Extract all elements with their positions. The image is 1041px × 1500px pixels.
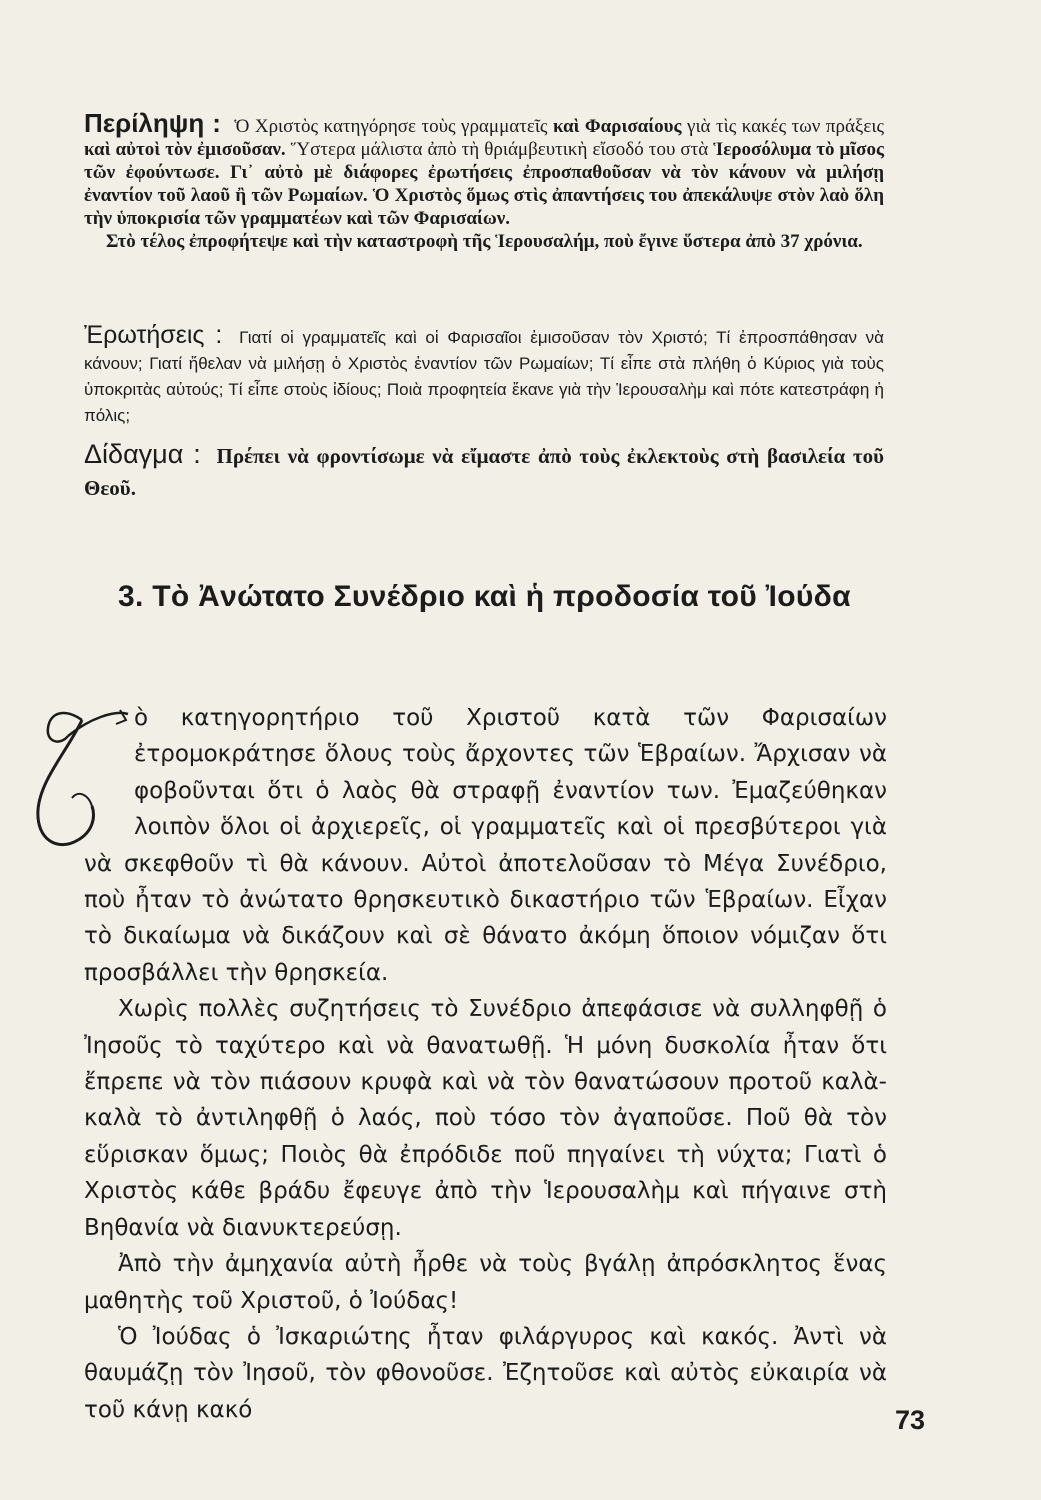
page-number: 73 — [895, 1405, 926, 1435]
summary-bold-3: Ἱεροσόλυμα τὸ μῖσος τῶν ἐφούντωσε. Γι᾽ αὐτὸ μὲ διάφορες ἐρωτήσεις ἐπροσπαθοῦσαν νὰ τὸν κάνουν νὰ μιλήσῃ ἐναντίον τοῦ λαοῦ ἢ τῶν Ρωμαίων. Ὁ Χριστὸς ὅμως στὶς ἀπαντήσεις του ἀπεκάλυψε στὸν λαὸ ὅλη τὴν ὑποκρισία τῶν γραμματέων καὶ τῶν Φαρισαίων. — [84, 139, 885, 229]
chapter-paragraph: Ὁ Ἰούδας ὁ Ἰσκαριώτης ἦταν φιλάργυρος καὶ κακός. Ἀντὶ νὰ θαυμάζῃ τὸν Ἰησοῦ, τὸν φθονοῦσε. Ἐζητοῦσε καὶ αὐτὸς εὐκαιρία νὰ τοῦ κάνῃ κακό — [84, 1323, 887, 1423]
summary-bold-2: καὶ αὐτοὶ τὸν ἐμισοῦσαν. — [84, 139, 286, 160]
lesson-text: Πρέπει νὰ φροντίσωμε νὰ εἴμαστε ἀπὸ τοὺς ἐκλεκτοὺς στὴ βασιλεία τοῦ Θεοῦ. — [84, 444, 885, 500]
questions-section — [84, 322, 884, 429]
chapter-paragraph: Χωρὶς πολλὲς συζητήσεις τὸ Συνέδριο ἀπεφάσισε νὰ συλληφθῇ ὁ Ἰησοῦς τὸ ταχύτερο καὶ νὰ θανατωθῇ. Ἡ μόνη δυσκολία ἦταν ὅτι ἔπρεπε νὰ τὸν πιάσουν κρυφὰ καὶ νὰ τὸν θανατώσουν προτοῦ καλὰ-καλὰ τὸ ἀντιληφθῇ ὁ λαός, ποὺ τόσο τὸν ἀγαποῦσε. Ποῦ θὰ τὸν εὕρισκαν ὅμως; Ποιὸς θὰ ἐπρόδιδε ποῦ πηγαίνει τὴ νύχτα; Γιατὶ ὁ Χριστὸς κάθε βράδυ ἔφευγε ἀπὸ τὴν Ἱερουσαλὴμ καὶ πήγαινε στὴ Βηθανία νὰ διανυκτερεύσῃ. — [84, 996, 887, 1241]
summary-text-1: Ὁ Χριστὸς κατηγόρησε τοὺς γραμματεῖς — [234, 116, 548, 137]
summary-bold-1: καὶ Φαρισαίους — [552, 116, 682, 137]
chapter-paragraph: ὸ κατηγορητήριο τοῦ Χριστοῦ κατὰ τῶν Φαρισαίων ἐτρομοκράτησε ὅλους τοὺς ἄρχοντες τῶν Ἑβραίων. Ἄρχισαν νὰ φοβοῦνται ὅτι ὁ λαὸς θὰ στραφῇ ἐναντίον των. Ἐμαζεύθηκαν λοιπὸν ὅλοι οἱ ἀρχιερεῖς, οἱ γραμματεῖς καὶ οἱ πρεσβύτεροι γιὰ νὰ σκεφθοῦν τὶ θὰ κάνουν. Αὐτοὶ ἀποτελοῦσαν τὸ Μέγα Συνέδριο, ποὺ ἦταν τὸ ἀνώτατο θρησκευτικὸ δικαστήριο τῶν Ἑβραίων. Εἶχαν τὸ δικαίωμα νὰ δικάζουν καὶ σὲ θάνατο ἀκόμη ὅποιον νόμιζαν ὅτι προσβάλλει τὴν θρησκεία. — [84, 705, 887, 986]
summary-text-2: γιὰ τὶς κακές των πράξεις — [687, 116, 884, 137]
summary-label: Περίληψη : — [84, 108, 221, 138]
chapter-paragraph: Ἀπὸ τὴν ἀμηχανία αὐτὴ ἦρθε νὰ τοὺς βγάλῃ ἀπρόσκλητος ἕνας μαθητὴς τοῦ Χριστοῦ, ὁ Ἰούδας! — [84, 1251, 887, 1314]
summary-paragraph-2: Στὸ τέλος ἐπροφήτεψε καὶ τὴν καταστροφὴ τῆς Ἱερουσαλήμ, ποὺ ἔγινε ὕστερα ἀπὸ 37 χρόνια. — [106, 231, 863, 252]
chapter-title: 3. Τὸ Ἀνώτατο Συνέδριο καὶ ἡ προδοσία τοῦ Ἰούδα — [118, 580, 851, 613]
summary-section — [84, 108, 885, 253]
questions-text: Γιατί οἱ γραμματεῖς καὶ οἱ Φαρισαῖοι ἐμισοῦσαν τὸν Χριστό; Τί ἐπροσπάθησαν νὰ κάνουν; Γιατί ἤθελαν νὰ μιλήσῃ ὁ Χριστὸς ἐναντίον τῶν Ρωμαίων; Τί εἶπε στὰ πλήθη ὁ Κύριος γιὰ τοὺς ὑποκριτὰς αὐτούς; Τί εἶπε στοὺς ἰδίους; Ποιὰ προφητεία ἔκανε γιὰ τὴν Ἱερουσαλὴμ καὶ πότε κατεστράφη ἡ πόλις; — [84, 328, 884, 425]
lesson-section — [84, 438, 884, 504]
summary-text-3: Ὕστερα μάλιστα ἀπὸ τὴ θριάμβευτικὴ εἴσοδό του στὰ — [290, 139, 709, 160]
chapter-body — [84, 700, 887, 1428]
questions-label: Ἐρωτήσεις : — [84, 321, 223, 349]
lesson-label: Δίδαγμα : — [84, 439, 201, 469]
